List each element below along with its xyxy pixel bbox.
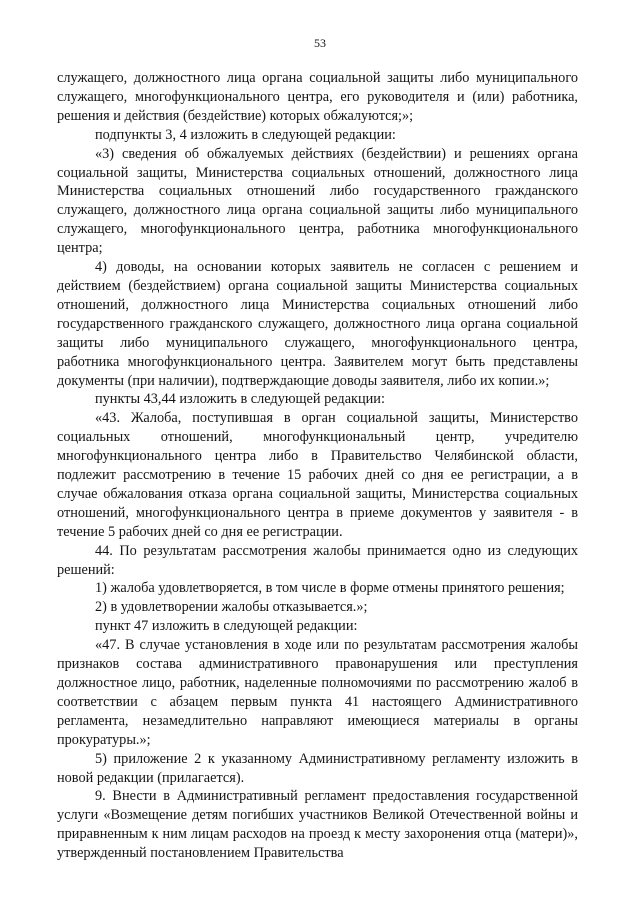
paragraph-item-44: 44. По результатам рассмотрения жалобы принимается одно из следующих решений: xyxy=(57,542,578,578)
paragraph-appendix-2: 5) приложение 2 к указанному Административному регламенту изложить в новой редакции (прилагается). xyxy=(57,750,578,786)
paragraph-decision-1: 1) жалоба удовлетворяется, в том числе в форме отмены принятого решения; xyxy=(95,580,565,597)
paragraph-item-47: «47. В случае установления в ходе или по результатам рассмотрения жалобы признаков состава административного правонарушения или преступления должностное лицо, работник, наделенные полномочиями по рассмотрению жалоб в соответствии с абзацем первым пункта 41 настоящего Административного регламента, незамедлительно направляют имеющиеся материалы в органы прокуратуры.»; xyxy=(57,637,578,748)
paragraph-decision-2: 2) в удовлетворении жалобы отказывается.»; xyxy=(95,599,368,616)
paragraph-item-9: 9. Внести в Административный регламент предоставления государственной услуги «Возмещение детям погибших участников Великой Отечественной войны и приравненным к ним лицам расходов на проезд к месту захоронения отца (матери)», утвержденный постановлением Правительства xyxy=(57,788,578,862)
paragraph-item-43: «43. Жалоба, поступившая в орган социальной защиты, Министерство социальных отношений, многофункциональный центр, учредителю многофункционального центра либо в Правительство Челябинской области, подлежит рассмотрению в течение 15 рабочих дней со дня ее регистрации, а в случае обжалования отказа органа социальной защиты, Министерства социальных отношений, многофункционального центра в приеме документов у заявителя - в течение 5 рабочих дней со дня ее регистрации. xyxy=(57,410,578,540)
document-body xyxy=(57,69,578,863)
paragraph-items-instruction: пункты 43,44 изложить в следующей редакции: xyxy=(95,391,385,408)
page-number: 53 xyxy=(314,36,326,50)
paragraph-subitem-4: 4) доводы, на основании которых заявитель не согласен с решением и действием (бездействием) органа социальной защиты Министерства социальных отношений, должностного лица Министерства социальных отношений либо государственного гражданского служащего, должностного лица органа социальной защиты либо муниципального служащего, многофункционального центра, работника многофункционального центра. Заявителем могут быть представлены документы (при наличии), подтверждающие доводы заявителя, либо их копии.»; xyxy=(57,259,578,389)
paragraph-subitem-3: «3) сведения об обжалуемых действиях (бездействии) и решениях органа социальной защиты, Министерства социальных отношений, должностного лица Министерства социальных отношений либо государственного гражданского служащего, должностного лица органа социальной защиты либо муниципального служащего, многофункционального центра, работника многофункционального центра; xyxy=(57,145,578,257)
paragraph-subitems-instruction: подпункты 3, 4 изложить в следующей редакции: xyxy=(95,126,396,143)
paragraph-item-47-instruction: пункт 47 изложить в следующей редакции: xyxy=(95,618,358,635)
paragraph-continuation: служащего, должностного лица органа социальной защиты либо муниципального служащего, многофункционального центра, его руководителя и (или) работника, решения и действия (бездействие) которых обжалуются;»; xyxy=(57,70,578,124)
